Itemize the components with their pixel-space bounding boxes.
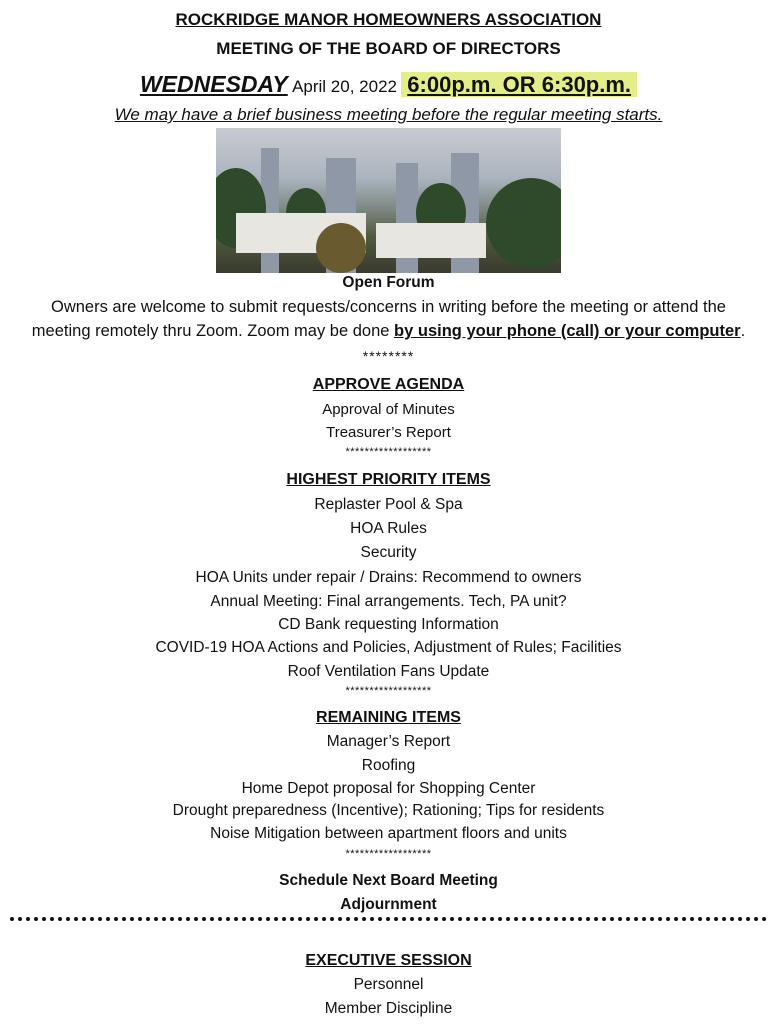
list-item: Member Discipline xyxy=(324,1000,453,1017)
list-item: HOA Rules xyxy=(350,520,427,537)
neighborhood-photo xyxy=(216,128,561,273)
list-item: Roof Ventilation Fans Update xyxy=(287,663,490,680)
separator-stars: ******** xyxy=(362,348,415,364)
separator-stars: ****************** xyxy=(345,446,432,458)
list-item: Home Depot proposal for Shopping Center xyxy=(241,780,536,797)
open-forum-text-2 xyxy=(0,321,777,341)
list-item: Roofing xyxy=(361,757,416,774)
list-item: Security xyxy=(360,544,417,561)
text: meeting remotely thru Zoom. Zoom may be done xyxy=(31,322,395,340)
separator-stars: ****************** xyxy=(345,848,432,860)
list-item: Approval of Minutes xyxy=(322,401,455,418)
adjournment: Adjournment xyxy=(340,896,437,913)
open-forum-title: Open Forum xyxy=(342,274,435,291)
meeting-title: MEETING OF THE BOARD OF DIRECTORS xyxy=(216,39,561,58)
list-item: COVID-19 HOA Actions and Policies, Adjustment of Rules; Facilities xyxy=(155,639,622,656)
list-item: Manager’s Report xyxy=(326,733,451,750)
highest-title: HIGHEST PRIORITY ITEMS xyxy=(286,471,491,488)
list-item: Replaster Pool & Spa xyxy=(314,496,463,513)
day: WEDNESDAY xyxy=(139,71,288,97)
executive-title: EXECUTIVE SESSION xyxy=(305,952,472,969)
dotted-divider xyxy=(10,917,767,921)
list-item: Drought preparedness (Incentive); Rationing; Tips for residents xyxy=(172,802,605,819)
note: We may have a brief business meeting before the regular meeting starts. xyxy=(114,105,663,124)
remaining-title: REMAINING ITEMS xyxy=(316,709,461,726)
list-item: Noise Mitigation between apartment floors and units xyxy=(210,825,567,842)
list-item: Annual Meeting: Final arrangements. Tech, PA unit? xyxy=(210,593,567,610)
schedule-next-meeting: Schedule Next Board Meeting xyxy=(279,872,498,889)
list-item: Treasurer’s Report xyxy=(326,424,451,441)
date-line xyxy=(0,70,777,102)
separator-stars: ****************** xyxy=(345,685,432,697)
zoom-options: by using your phone (call) or your computer xyxy=(394,322,741,340)
list-item: CD Bank requesting Information xyxy=(278,616,499,633)
approve-title: APPROVE AGENDA xyxy=(312,376,465,393)
date: April 20, 2022 xyxy=(292,77,397,96)
open-forum-text-1: Owners are welcome to submit requests/concerns in writing before the meeting or attend the xyxy=(50,298,726,316)
meeting-time: 6:00p.m. OR 6:30p.m. xyxy=(401,72,637,97)
text: . xyxy=(740,322,746,340)
list-item: Personnel xyxy=(353,976,424,993)
list-item: HOA Units under repair / Drains: Recommend to owners xyxy=(195,569,582,586)
org-title: ROCKRIDGE MANOR HOMEOWNERS ASSOCIATION xyxy=(175,10,602,29)
